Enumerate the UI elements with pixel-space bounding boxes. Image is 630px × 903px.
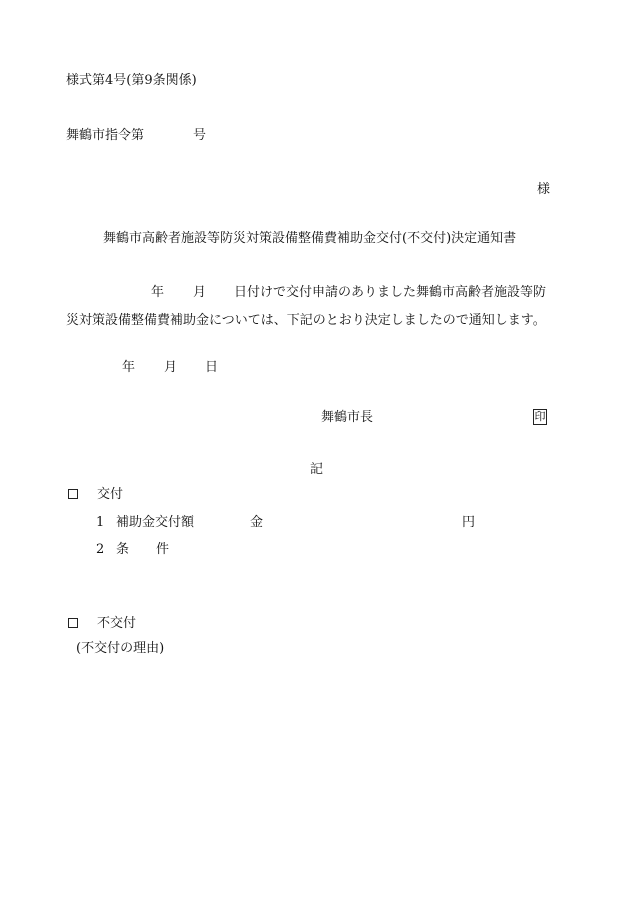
issue-date-month: 月 bbox=[164, 360, 178, 375]
grant-item2-label-a: 条 bbox=[116, 542, 130, 557]
no-grant-checkbox[interactable] bbox=[68, 618, 78, 628]
grant-item2-number: 2 bbox=[96, 542, 105, 557]
order-number-suffix: 号 bbox=[193, 128, 207, 143]
grant-item1-currency: 金 bbox=[250, 515, 264, 530]
grant-item1-label: 補助金交付額 bbox=[116, 515, 195, 530]
issuer-name: 舞鶴市長 bbox=[321, 410, 374, 425]
grant-label: 交付 bbox=[97, 487, 124, 502]
addressee-honorific: 様 bbox=[537, 182, 551, 197]
note-heading: 記 bbox=[310, 462, 324, 477]
no-grant-reason-label: (不交付の理由) bbox=[76, 641, 165, 656]
body-line-1: 日付けで交付申請のありました舞鶴市高齢者施設等防 bbox=[234, 285, 547, 300]
order-number-prefix: 舞鶴市指令第 bbox=[66, 128, 145, 143]
grant-checkbox[interactable] bbox=[68, 489, 78, 499]
grant-item1-unit: 円 bbox=[462, 515, 476, 530]
no-grant-label: 不交付 bbox=[97, 616, 137, 631]
issue-date-day: 日 bbox=[205, 360, 219, 375]
body-date-month: 月 bbox=[193, 285, 207, 300]
issue-date-year: 年 bbox=[122, 360, 136, 375]
body-line-2: 災対策設備整備費補助金については、下記のとおり決定しましたので通知します。 bbox=[66, 313, 546, 328]
document-title: 舞鶴市高齢者施設等防災対策設備整備費補助金交付(不交付)決定通知書 bbox=[103, 231, 517, 246]
body-date-year: 年 bbox=[151, 285, 165, 300]
seal-mark: 印 bbox=[534, 410, 546, 423]
grant-item1-number: 1 bbox=[96, 515, 105, 530]
form-number: 様式第4号(第9条関係) bbox=[66, 73, 197, 88]
grant-item2-label-b: 件 bbox=[156, 542, 170, 557]
